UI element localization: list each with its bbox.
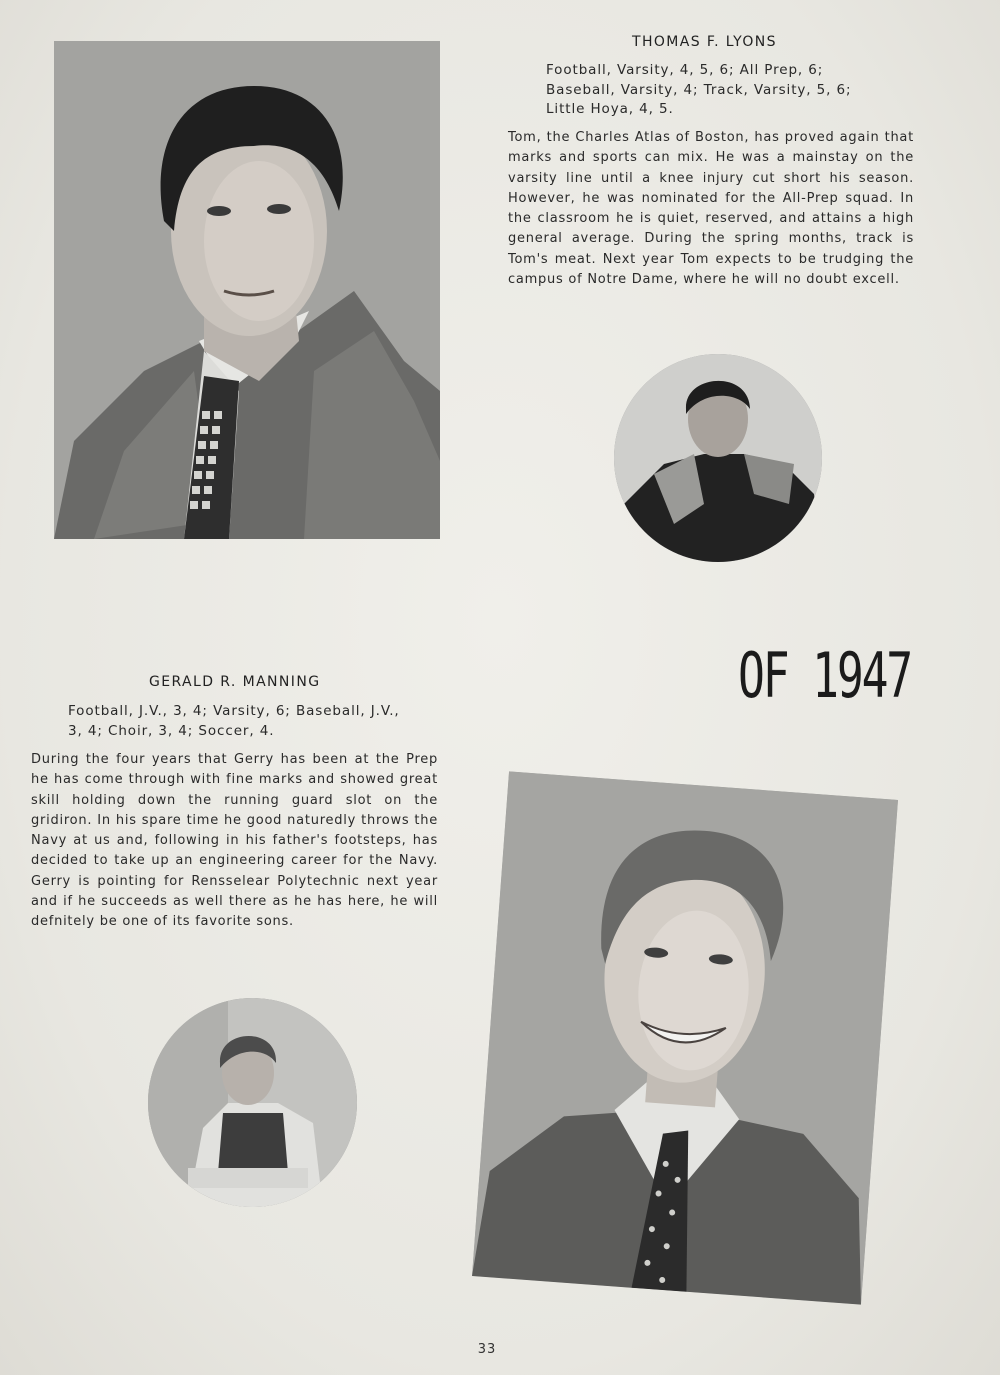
page-number: 33 — [477, 1342, 497, 1357]
manning-name: GERALD R. MANNING — [149, 674, 321, 690]
lyons-football-photo — [614, 354, 822, 562]
manning-portrait-photo — [472, 771, 898, 1304]
lyons-portrait-photo — [54, 41, 440, 539]
manning-bio: During the four years that Gerry has been at the Prep he has come through with fine marks and showed great skill holding down the running guard slot on the gridiron. In his spare time he good naturedly throws the Navy at us and, following in his father's footsteps, has decided to take up an engineering career for the Navy. Gerry is pointing for Rensselear Polytechnic next year and if he succeeds as well there as he has here, he will defnitely be one of its favorite sons. — [31, 752, 438, 930]
lyons-activities: Football, Varsity, 4, 5, 6; All Prep, 6; Baseball, Varsity, 4; Track, Varsity, 5, 6; Little Hoya, 4, 5. — [546, 62, 852, 117]
class-year-heading: OF 1947 — [738, 639, 912, 712]
lyons-name: THOMAS F. LYONS — [632, 34, 777, 50]
lyons-bio: Tom, the Charles Atlas of Boston, has proved again that marks and sports can mix. He was a mainstay on the varsity line until a knee injury cut short his season. However, he was nominated for the All-Prep squad. In the classroom he is quiet, reserved, and attains a high general average. During the spring months, track is Tom's meat. Next year Tom expects to be trudging the campus of Notre Dame, where he will no doubt excell. — [508, 130, 914, 288]
manning-activities: Football, J.V., 3, 4; Varsity, 6; Baseball, J.V., 3, 4; Choir, 3, 4; Soccer, 4. — [68, 703, 400, 739]
manning-casual-photo — [148, 998, 357, 1207]
